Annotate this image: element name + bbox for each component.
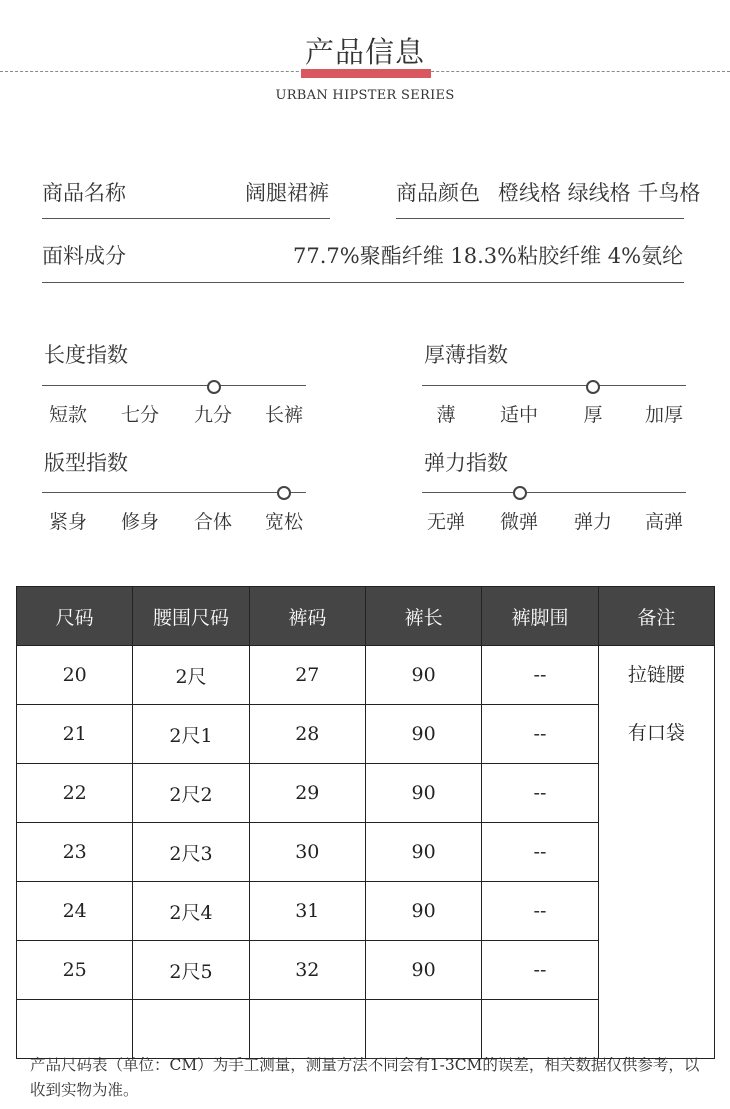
table-header-row <box>17 587 715 646</box>
table-cell <box>249 1000 365 1059</box>
product-name-underline <box>42 218 330 219</box>
product-color-value: 橙线格 绿线格 千鸟格 <box>498 181 701 205</box>
table-cell: 90 <box>365 941 481 1000</box>
length-index-track <box>42 385 306 386</box>
table-cell: 2尺5 <box>133 941 249 1000</box>
table-cell: 32 <box>249 941 365 1000</box>
table-cell: 22 <box>17 764 133 823</box>
table-cell: 2尺 <box>133 646 249 705</box>
thickness-index-label: 适中 <box>499 404 538 426</box>
table-cell: 20 <box>17 646 133 705</box>
length-index-label: 九分 <box>193 404 232 426</box>
table-cell: -- <box>482 646 598 705</box>
title-accent-bar <box>301 69 431 78</box>
elasticity-index-label: 高弹 <box>644 511 683 533</box>
fit-index-knob <box>277 486 291 500</box>
table-cell <box>365 1000 481 1059</box>
fit-index-label: 合体 <box>193 511 232 533</box>
product-name-value: 阔腿裙裤 <box>245 181 329 205</box>
table-cell: 28 <box>249 705 365 764</box>
fabric-label: 面料成分 <box>42 244 126 268</box>
elasticity-index-label: 弹力 <box>573 511 612 533</box>
thickness-index-label: 薄 <box>436 404 456 426</box>
elasticity-index-label: 无弹 <box>426 511 465 533</box>
size-table <box>16 586 715 1059</box>
length-index-knob <box>207 380 221 394</box>
thickness-index-track <box>422 385 686 386</box>
table-cell: 2尺4 <box>133 882 249 941</box>
footnote: 产品尺码表（单位：CM）为手工测量，测量方法不同会有1-3CM的误差，相关数据仅供参考，以收到实物为准。 <box>30 1056 700 1099</box>
length-index-label: 短款 <box>48 404 87 426</box>
table-cell: 90 <box>365 764 481 823</box>
table-cell: 30 <box>249 823 365 882</box>
product-color-label: 商品颜色 <box>396 181 480 205</box>
thickness-index-label: 加厚 <box>644 404 683 426</box>
header-size: 尺码 <box>17 587 133 646</box>
fit-index-title: 版型指数 <box>44 451 128 475</box>
table-cell: -- <box>482 941 598 1000</box>
remarks-cell <box>598 646 714 1059</box>
remark-text: 有口袋 <box>627 722 685 744</box>
length-index-label: 长裤 <box>264 404 303 426</box>
table-cell: -- <box>482 823 598 882</box>
table-cell: 2尺2 <box>133 764 249 823</box>
header-length: 裤长 <box>365 587 481 646</box>
table-row <box>17 646 715 705</box>
table-cell: 90 <box>365 882 481 941</box>
table-cell: 24 <box>17 882 133 941</box>
table-cell: 90 <box>365 646 481 705</box>
table-cell: -- <box>482 882 598 941</box>
fit-index-label: 紧身 <box>48 511 87 533</box>
table-cell: -- <box>482 764 598 823</box>
length-index-label: 七分 <box>120 404 159 426</box>
header-remarks: 备注 <box>598 587 714 646</box>
table-cell: 90 <box>365 823 481 882</box>
table-cell: 29 <box>249 764 365 823</box>
fabric-value: 77.7%聚酯纤维 18.3%粘胶纤维 4%氨纶 <box>293 244 684 268</box>
fabric-underline <box>42 282 684 283</box>
table-cell: 2尺3 <box>133 823 249 882</box>
thickness-index-title: 厚薄指数 <box>424 343 508 367</box>
table-cell <box>133 1000 249 1059</box>
header-pants-size: 裤码 <box>249 587 365 646</box>
thickness-index-knob <box>586 380 600 394</box>
header-hem: 裤脚围 <box>482 587 598 646</box>
table-cell <box>17 1000 133 1059</box>
table-cell: 25 <box>17 941 133 1000</box>
product-name-label: 商品名称 <box>42 181 126 205</box>
product-color-underline <box>396 218 684 219</box>
length-index-title: 长度指数 <box>44 343 128 367</box>
thickness-index-label: 厚 <box>583 404 603 426</box>
remark-text: 拉链腰 <box>627 664 685 686</box>
table-cell <box>482 1000 598 1059</box>
page-title: 产品信息 <box>304 35 425 69</box>
table-cell: 21 <box>17 705 133 764</box>
elasticity-index-track <box>422 492 686 493</box>
fit-index-track <box>42 492 306 493</box>
table-cell: 23 <box>17 823 133 882</box>
table-cell: 90 <box>365 705 481 764</box>
fit-index-label: 修身 <box>120 511 159 533</box>
elasticity-index-knob <box>513 486 527 500</box>
fit-index-label: 宽松 <box>264 511 303 533</box>
table-cell: 31 <box>249 882 365 941</box>
table-cell: 2尺1 <box>133 705 249 764</box>
table-cell: 27 <box>249 646 365 705</box>
header-waist: 腰围尺码 <box>133 587 249 646</box>
elasticity-index-label: 微弹 <box>499 511 538 533</box>
table-cell: -- <box>482 705 598 764</box>
page-subtitle: URBAN HIPSTER SERIES <box>275 88 455 103</box>
elasticity-index-title: 弹力指数 <box>424 451 508 475</box>
